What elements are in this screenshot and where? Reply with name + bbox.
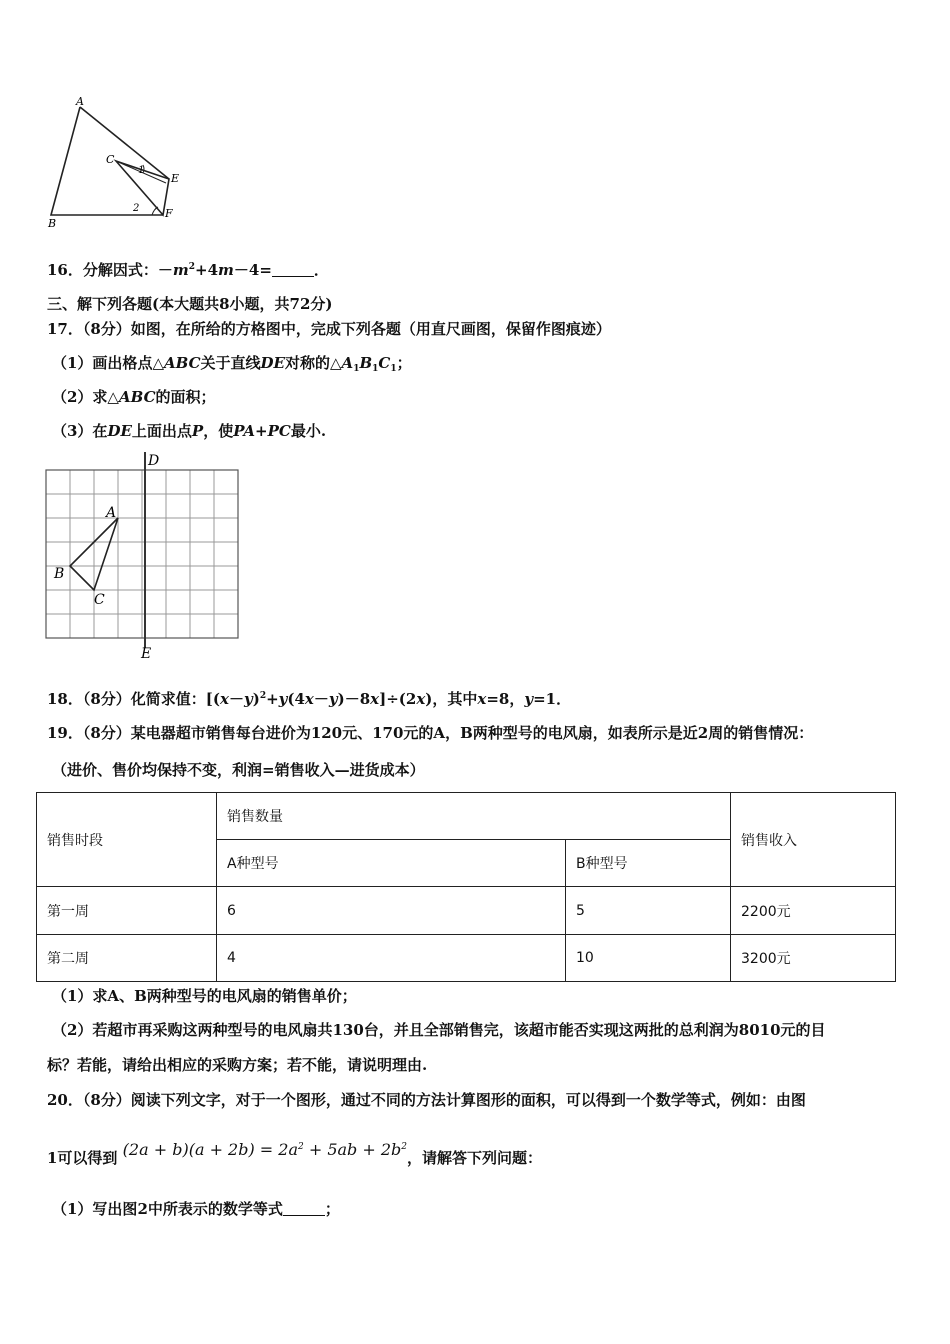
q18-x3: x: [370, 690, 380, 708]
grid-label-A: A: [106, 505, 117, 521]
q17-p2-text: （2）求△: [52, 388, 119, 406]
q20-formula-sq2: 2: [401, 1142, 408, 1152]
label-A: A: [76, 95, 84, 108]
question-19-part-1: （1）求A、B两种型号的电风扇的销售单价；: [52, 987, 357, 1005]
label-C: C: [106, 153, 115, 166]
q18-y2: y: [278, 690, 288, 708]
q16-text-b: +4: [195, 261, 219, 279]
q17-p1-end: ；: [396, 354, 412, 372]
q18-x5: x: [477, 690, 487, 708]
q20-text-a: 1可以得到: [47, 1149, 118, 1167]
q16-var-m: m: [172, 261, 189, 279]
q17-p1-C: C: [378, 354, 391, 372]
sales-table: [36, 792, 896, 982]
q20-text-b: ，请解答下列问题：: [407, 1149, 543, 1167]
q18-t4: +: [266, 690, 279, 708]
q18-t9: )，其中: [425, 690, 478, 708]
q16-exponent: 2: [188, 262, 196, 272]
q17-p3-p: P: [191, 422, 204, 440]
table-cell-income: 2200元: [731, 887, 896, 935]
table-cell-period: 第二周: [37, 935, 217, 982]
table-row: [37, 887, 896, 935]
q16-text: 16．分解因式：－: [47, 261, 173, 279]
q17-p1-de: DE: [260, 354, 285, 372]
q17-p1-abc: ABC: [163, 354, 201, 372]
q18-t8: ]÷(2: [379, 690, 417, 708]
q17-p1-sub-c: 1: [390, 364, 397, 374]
q20-p1-text: （1）写出图2中所表示的数学等式: [52, 1200, 283, 1218]
table-cell-a: 6: [217, 887, 566, 935]
q17-p3-text-d: 最小.: [290, 422, 327, 440]
question-19-stem: 19．（8分）某电器超市销售每台进价为120元、170元的A，B两种型号的电风扇，如表所示是近2周的销售情况：: [47, 724, 814, 742]
question-20-part-1: [52, 1199, 340, 1219]
q17-p1-text-c: 对称的△: [285, 354, 342, 372]
q18-t10: =8，: [486, 690, 525, 708]
q18-t1: 18．（8分）化简求值：[(: [47, 690, 221, 708]
table-header-period: 销售时段: [37, 793, 217, 887]
q18-t6: －: [313, 690, 329, 708]
q20-formula-sq: 2: [298, 1142, 304, 1152]
question-17-stem: 17．（8分）如图，在所给的方格图中，完成下列各题（用直尺画图，保留作图痕迹）: [47, 320, 611, 338]
q17-p3-text-b: 上面出点: [131, 422, 192, 440]
q16-text-c: －4=: [233, 261, 272, 279]
q18-x: x: [220, 690, 229, 708]
q20-formula: [123, 1140, 407, 1159]
q16-var-m2: m: [218, 261, 234, 279]
q16-tail: ．: [313, 261, 329, 279]
q18-x4: x: [416, 690, 426, 708]
segment-AE: [80, 107, 169, 179]
q17-p1-text-b: 关于直线: [200, 354, 261, 372]
q18-t11: =1．: [533, 690, 572, 708]
q18-y3: y: [328, 690, 338, 708]
q17-p3-de: DE: [107, 422, 132, 440]
label-B: B: [48, 217, 57, 230]
table-cell-period: 第一周: [37, 887, 217, 935]
question-16: [47, 260, 329, 280]
triangle-figure: [40, 95, 190, 235]
q17-p1-A: A: [341, 354, 354, 372]
table-header-income: 销售收入: [731, 793, 896, 887]
grid-lines: [46, 470, 238, 638]
q20-p1-answer-blank[interactable]: [283, 1201, 325, 1216]
label-E: E: [171, 172, 180, 185]
q17-p3-text-c: ，使: [203, 422, 234, 440]
question-18: [47, 689, 571, 709]
q17-p1-sub-b: 1: [372, 364, 379, 374]
grid-label-D: D: [148, 453, 160, 469]
table-cell-b: 5: [566, 887, 731, 935]
question-20-line-2: [47, 1140, 543, 1168]
question-17-part-1: [52, 353, 412, 373]
q18-x2: x: [304, 690, 314, 708]
q18-t7: )－8: [337, 690, 371, 708]
q17-p3-text: （3）在: [52, 422, 108, 440]
question-17-part-2: [52, 387, 216, 407]
q17-p3-papc: PA+PC: [233, 422, 291, 440]
q17-p1-B: B: [359, 354, 373, 372]
q20-formula-mid: + 5ab + 2b: [303, 1140, 402, 1159]
q16-answer-blank[interactable]: [272, 262, 314, 277]
table-cell-a: 4: [217, 935, 566, 982]
question-19-part-2-line-2: 标？若能，请给出相应的采购方案；若不能，请说明理由.: [47, 1056, 428, 1074]
q18-t5: (4: [287, 690, 305, 708]
q18-y: y: [243, 690, 253, 708]
q18-exp: 2: [259, 691, 267, 701]
question-17-part-3: [52, 421, 326, 441]
q20-p1-end: ；: [324, 1200, 340, 1218]
section-3-heading: 三、解下列各题(本大题共8小题，共72分): [47, 295, 333, 313]
q17-p1-text: （1）画出格点△: [52, 354, 164, 372]
grid-label-C: C: [94, 592, 105, 608]
q20-formula-main: (2a + b)(a + 2b) = 2a: [122, 1140, 299, 1159]
label-angle-1: 1: [138, 165, 145, 176]
q18-t3: ): [252, 690, 260, 708]
table-cell-income: 3200元: [731, 935, 896, 982]
question-19-note: （进价、售价均保持不变，利润=销售收入—进货成本）: [52, 761, 425, 779]
question-19-part-2-line-1: （2）若超市再采购这两种型号的电风扇共130台，并且全部销售完，该超市能否实现这两批的总利润为8010元的目: [52, 1021, 826, 1039]
grid-figure: [40, 450, 250, 665]
q17-p1-sub-a: 1: [353, 364, 360, 374]
q17-p2-text-b: 的面积；: [155, 388, 216, 406]
table-header-b: B种型号: [566, 840, 731, 887]
question-20-stem: 20．（8分）阅读下列文字，对于一个图形，通过不同的方法计算图形的面积，可以得到一个数学等式，例如：由图: [47, 1091, 806, 1109]
q17-p2-abc: ABC: [118, 388, 156, 406]
label-F: F: [165, 207, 173, 220]
q18-y4: y: [524, 690, 534, 708]
table-row: [37, 935, 896, 982]
table-header-qty: 销售数量: [217, 793, 731, 840]
table-cell-b: 10: [566, 935, 731, 982]
q18-t2: －: [228, 690, 244, 708]
grid-label-B: B: [54, 566, 65, 582]
table-header-a: A种型号: [217, 840, 566, 887]
grid-label-E: E: [141, 646, 152, 662]
label-angle-2: 2: [133, 203, 140, 214]
